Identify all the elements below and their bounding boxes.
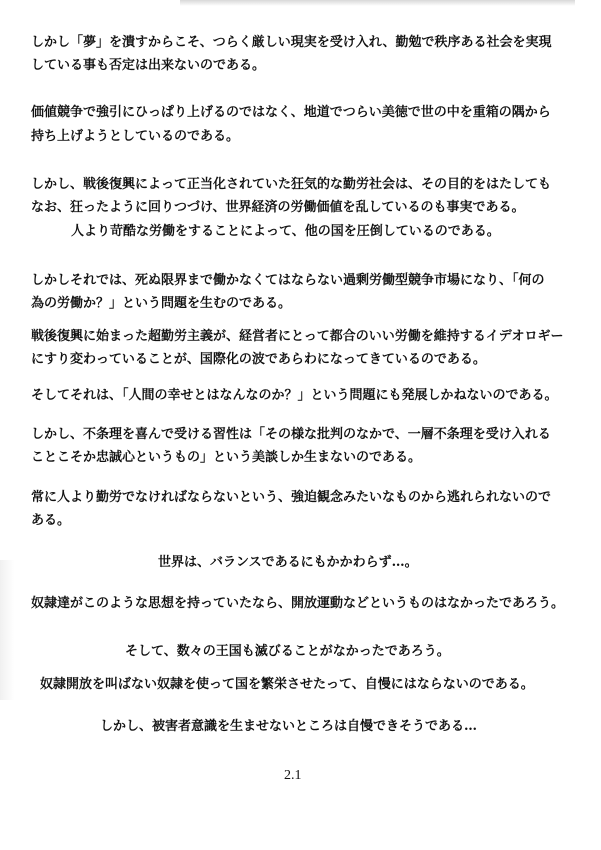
paragraph-line: しかし「夢」を潰すからこそ、つらく厳しい現実を受け入れ、勤勉で秩序ある社会を実現 [31,35,552,50]
paragraph-line: しかし、被害者意識を生ませないところは自慢できそうである… [100,719,478,734]
paragraph-line: 為の労働か？」という問題を生むのである。 [31,296,292,311]
paragraph-line: 戦後復興に始まった超勤労主義が、経営者にとって都合のいい労働を維持するイデオロギー [31,329,564,344]
paragraph-line: にすり変わっていることが、国際化の波であらわになってきているのである。 [31,352,486,367]
paragraph-line: そしてそれは、「人間の幸せとはなんなのか？」という問題にも発展しかねないのである。 [31,388,558,403]
scan-shadow-top [180,0,575,6]
paragraph-line: しかし、不条理を喜んで受ける習性は「その様な批判のなかで、一層不条理を受け入れる [31,427,551,442]
paragraph-line: しかしそれでは、死ぬ限界まで働かなくてはならない過剰労働型競争市場になり、「何の [31,273,545,288]
paragraph-line: そして、数々の王国も滅びることがなかったであろう。 [125,644,450,659]
paragraph-line: 奴隷開放を叫ばない奴隷を使って国を繁栄させたって、自慢にはならないのである。 [40,677,534,692]
paragraph-line: なお、狂ったように回りつづけ、世界経済の労働価値を乱しているのも事実である。 [31,200,525,215]
paragraph-line: 価値競争で強引にひっぱり上げるのではなく、地道でつらい美徳で世の中を重箱の隅から [31,105,551,120]
paragraph-line: 常に人より勤労でなければならないという、強迫観念みたいなものから逃れられないので [31,490,552,505]
page-number: 2.1 [284,768,302,783]
paragraph-line: ことこそか忠誠心というもの」という美談しか生まないのである。 [31,450,422,465]
paragraph-line: 持ち上げようとしているのである。 [31,129,240,144]
paragraph-line: しかし、戦後復興によって正当化されていた狂気的な勤労社会は、その目的をはたしても [31,177,552,192]
paragraph-line: ある。 [31,513,71,528]
scan-shadow-left [0,560,14,700]
paragraph-line: 世界は、バランスであるにもかかわらず…。 [158,555,418,570]
paragraph-line: 人より苛酷な労働をすることによって、他の国を圧倒しているのである。 [71,224,500,239]
paragraph-line: 奴隷達がこのような思想を持っていたなら、開放運動などというものはなかったであろう。 [31,596,565,611]
paragraph-line: している事も否定は出来ないのである。 [31,58,266,73]
